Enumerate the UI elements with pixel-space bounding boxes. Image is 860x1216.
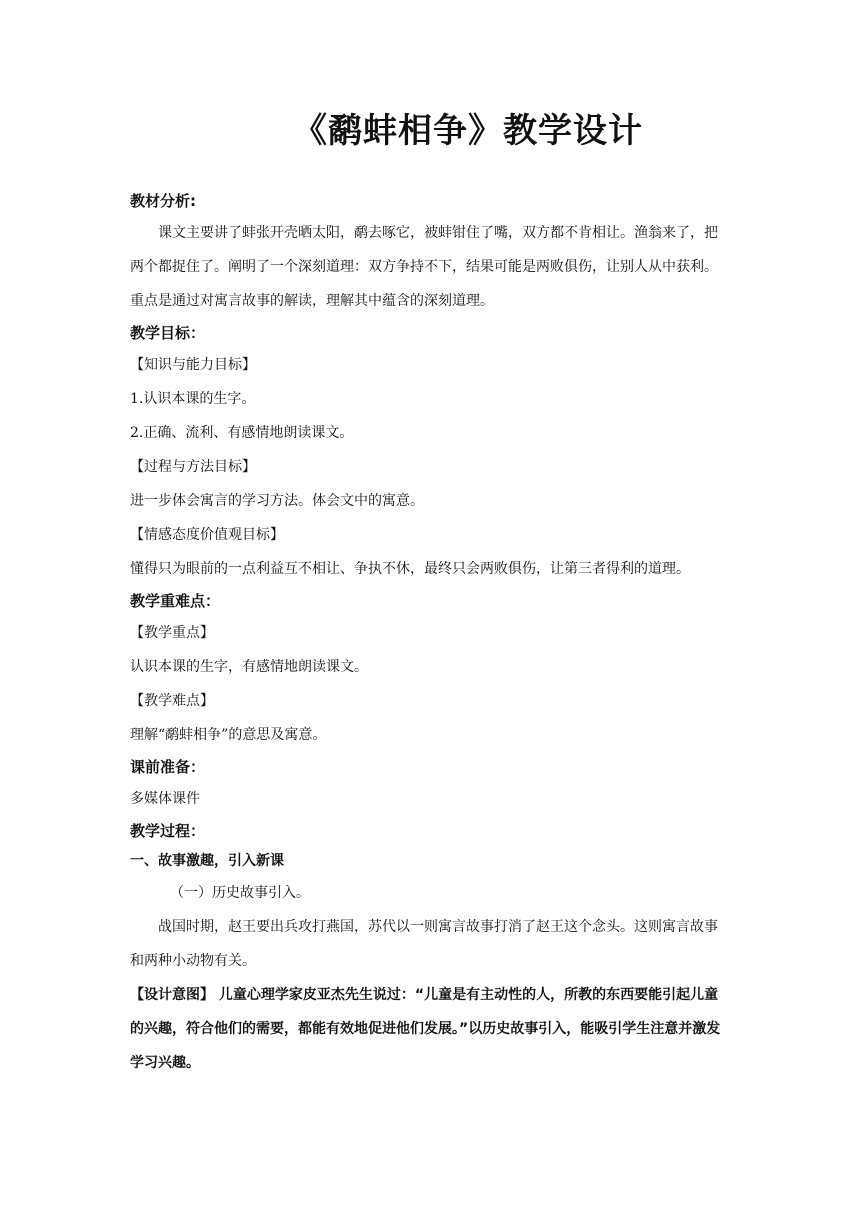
goal-knowledge-item-2: 2.正确、流利、有感情地朗读课文。 [130,425,354,441]
step-1-paragraph: 战国时期，赵王要出兵攻打燕国，苏代以一则寓言故事打消了赵王这个念头。这则寓言故事和两种小动物有关。 [130,919,718,969]
goal-emotion-text: 懂得只为眼前的一点利益互不相让、争执不休，最终只会两败俱伤，让第三者得利的道理。 [130,561,690,577]
key-point-text: 认识本课的生字，有感情地朗读课文。 [130,659,368,675]
preparation-text: 多媒体课件 [130,791,200,807]
preparation-heading: 课前准备： [130,758,206,776]
document-title: 《鹬蚌相争》教学设计 [293,111,643,151]
difficulty-text: 理解“鹬蚌相争”的意思及寓意。 [130,727,327,743]
step-1-heading: 一、故事激趣，引入新课 [130,853,284,869]
key-point-label: 【教学重点】 [130,625,214,641]
goal-knowledge-item-1: 1.认识本课的生字。 [130,391,256,407]
goal-process-label: 【过程与方法目标】 [130,459,256,475]
materials-heading: 教材分析: [130,192,196,210]
step-1-subheading: （一）历史故事引入。 [170,885,310,901]
goals-heading: 教学目标： [130,324,206,342]
key-points-heading: 教学重难点： [130,592,221,610]
materials-paragraph: 课文主要讲了蚌张开壳晒太阳，鹬去啄它，被蚌钳住了嘴，双方都不肯相让。渔翁来了，把两个都捉住了。阐明了一个深刻道理：双方争持不下，结果可能是两败俱伤，让别人从中获利。重点是通过对寓言故事的解读，理解其中蕴含的深刻道理。 [130,225,718,309]
difficulty-label: 【教学难点】 [130,693,214,709]
goal-emotion-label: 【情感态度价值观目标】 [130,527,284,543]
design-intent-paragraph: 【设计意图】 儿童心理学家皮亚杰先生说过：“儿童是有主动性的人，所教的东西要能引起儿童的兴趣，符合他们的需要，都能有效地促进他们发展。”以历史故事引入，能吸引学生注意并激发学习兴趣。 [130,987,721,1071]
goal-process-text: 进一步体会寓言的学习方法。体会文中的寓意。 [130,493,424,509]
document-body [130,186,730,1080]
process-heading: 教学过程： [130,822,206,840]
goal-knowledge-label: 【知识与能力目标】 [130,357,256,373]
